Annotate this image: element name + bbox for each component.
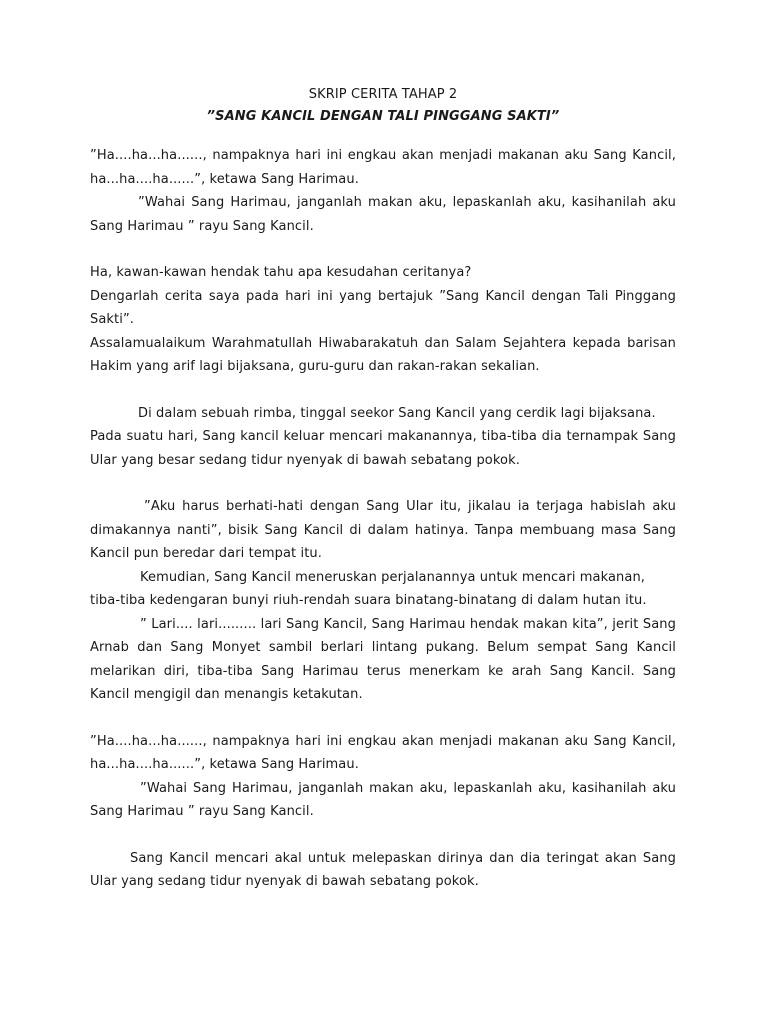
paragraph-kancil-plea-1: ”Wahai Sang Harimau, janganlah makan aku, lepaskanlah aku, kasihanilah aku Sang Harimau ” rayu Sang Kancil. bbox=[90, 195, 676, 234]
spacer bbox=[90, 238, 676, 261]
spacer bbox=[90, 472, 676, 495]
document-subtitle: ”SANG KANCIL DENGAN TALI PINGGANG SAKTI” bbox=[206, 109, 560, 124]
spacer bbox=[90, 707, 676, 730]
paragraph-lari: ” Lari.... lari......... lari Sang Kancil, Sang Harimau hendak makan kita”, jerit Sang Arnab dan Sang Monyet sambil berlari lintang pukang. Belum sempat Sang Kancil melarikan diri, tiba-tiba Sang Harimau terus menerkam ke arah Sang Kancil. Sang Kancil mengigil dan menangis ketakutan. bbox=[90, 616, 676, 702]
paragraph-akal: Sang Kancil mencari akal untuk melepaskan dirinya dan dia teringat akan Sang Ular yang sedang tidur nyenyak di bawah sebatang pokok. bbox=[90, 850, 676, 889]
paragraph-story-title: Dengarlah cerita saya pada hari ini yang bertajuk ”Sang Kancil dengan Tali Pinggang Sakti”. bbox=[90, 288, 676, 327]
paragraph-harimau-laugh-1: ”Ha....ha...ha......, nampaknya hari ini engkau akan menjadi makanan aku Sang Kancil, ha...ha....ha......”, ketawa Sang Harimau. bbox=[90, 148, 676, 187]
paragraph-kancil-plea-2: ”Wahai Sang Harimau, janganlah makan aku, lepaskanlah aku, kasihanilah aku Sang Harimau ” rayu Sang Kancil. bbox=[90, 780, 676, 819]
paragraph-kemudian: Kemudian, Sang Kancil meneruskan perjalanannya untuk mencari makanan, bbox=[140, 569, 646, 585]
paragraph-berhati-hati: ”Aku harus berhati-hati dengan Sang Ular itu, jikalau ia terjaga habislah aku dimakannya nanti”, bisik Sang Kancil di dalam hatinya. Tanpa membuang masa Sang Kancil pun beredar dari tempat itu. bbox=[90, 499, 676, 561]
document-title: SKRIP CERITA TAHAP 2 bbox=[308, 87, 458, 102]
paragraph-ular: Pada suatu hari, Sang kancil keluar mencari makanannya, tiba-tiba dia ternampak Sang Ular yang besar sedang tidur nyenyak di bawah sebatang pokok. bbox=[90, 429, 676, 468]
document-page bbox=[90, 84, 676, 894]
paragraph-question: Ha, kawan-kawan hendak tahu apa kesudahan ceritanya? bbox=[90, 265, 472, 280]
spacer bbox=[90, 379, 676, 402]
paragraph-riuh-rendah: tiba-tiba kedengaran bunyi riuh-rendah suara binatang-binatang di dalam hutan itu. bbox=[90, 593, 647, 608]
paragraph-rimba: Di dalam sebuah rimba, tinggal seekor Sang Kancil yang cerdik lagi bijaksana. bbox=[138, 405, 656, 421]
spacer bbox=[90, 824, 676, 847]
paragraph-harimau-laugh-2: ”Ha....ha...ha......, nampaknya hari ini engkau akan menjadi makanan aku Sang Kancil, ha...ha....ha......”, ketawa Sang Harimau. bbox=[90, 733, 676, 772]
paragraph-greeting: Assalamualaikum Warahmatullah Hiwabarakatuh dan Salam Sejahtera kepada barisan Hakim yang arif lagi bijaksana, guru-guru dan rakan-rakan sekalian. bbox=[90, 335, 676, 374]
